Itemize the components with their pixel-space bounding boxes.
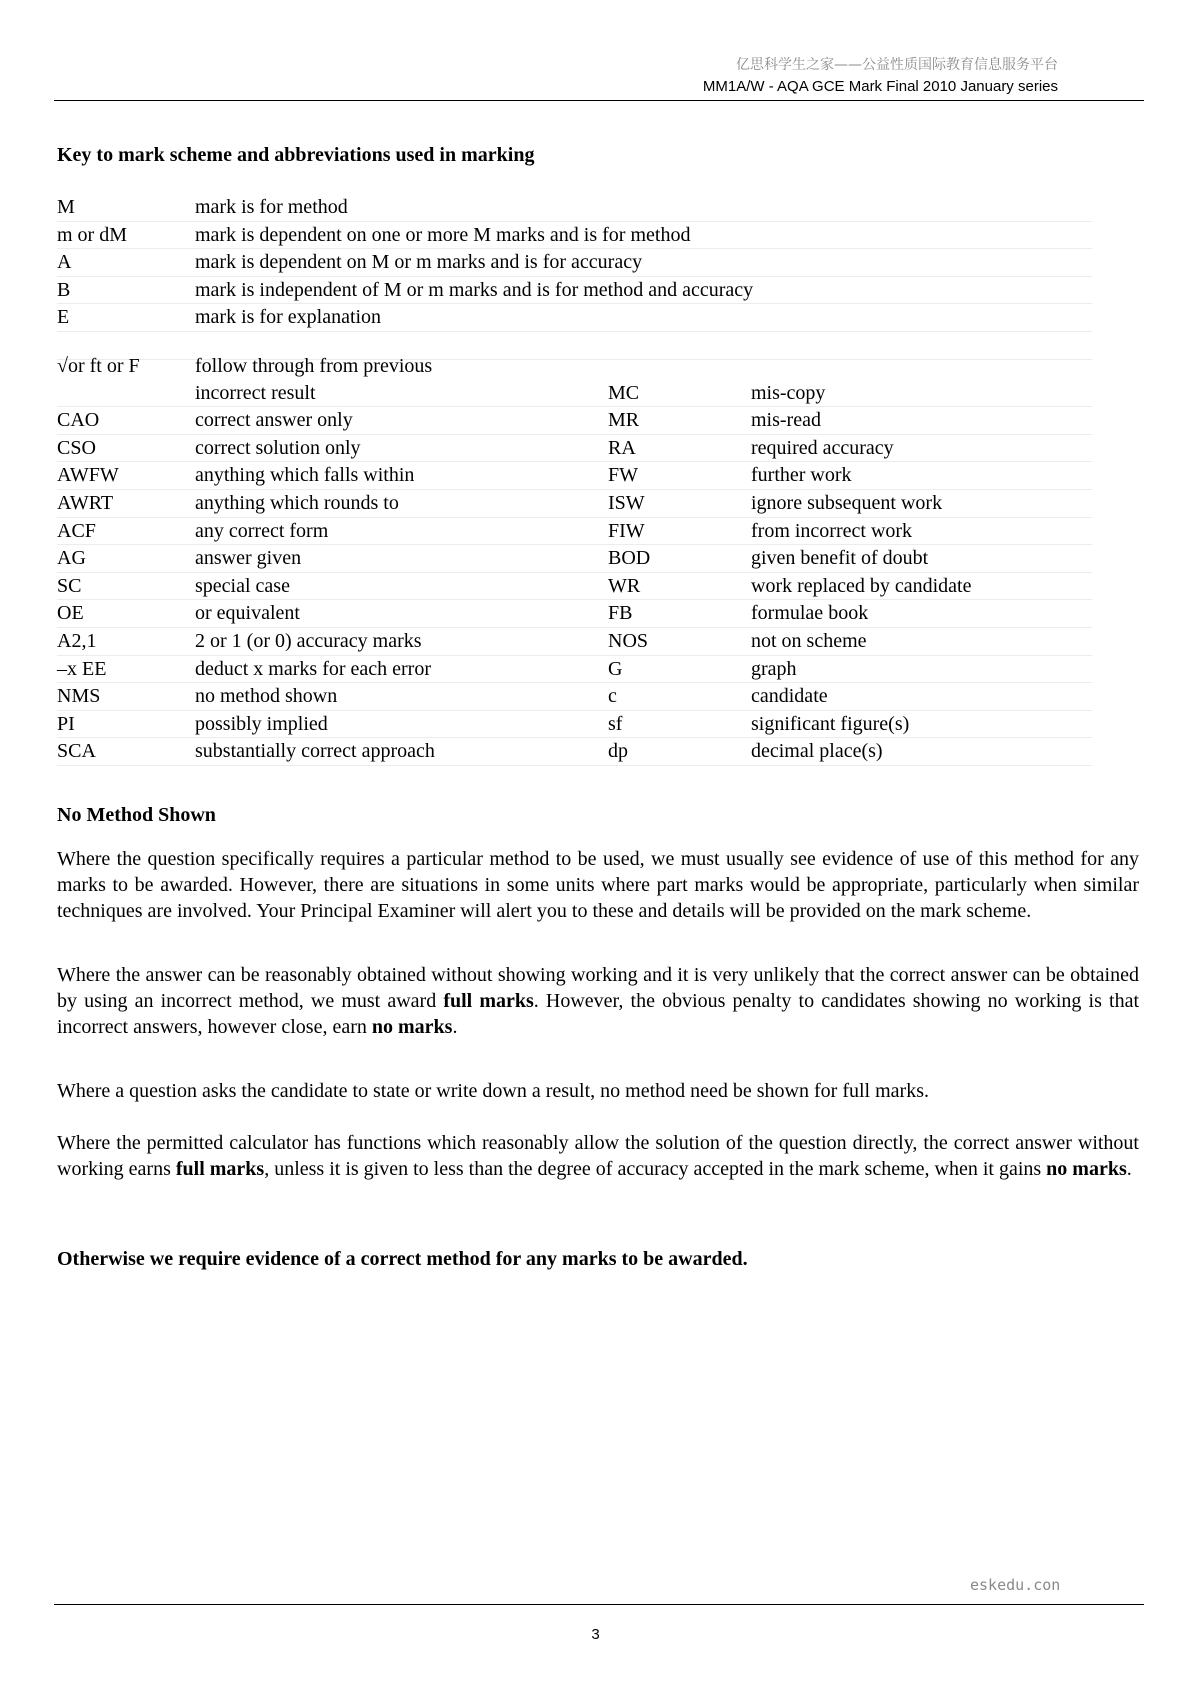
header-document-title: MM1A/W - AQA GCE Mark Final 2010 January series <box>702 78 1058 95</box>
abbreviation-meaning: formulae book <box>751 602 869 625</box>
mark-abbreviation: m or dM <box>57 223 127 246</box>
emphasis-no-marks: no marks <box>371 1016 453 1038</box>
abbreviation-meaning: work replaced by candidate <box>751 574 972 597</box>
paragraph-evidence-required: Otherwise we require evidence of a correct method for any marks to be awarded. <box>57 1248 748 1270</box>
abbreviation-meaning: not on scheme <box>751 629 867 652</box>
abbreviation: ACF <box>57 519 96 542</box>
paragraph-method-required: Where the question specifically requires a particular method to be used, we must usually see evidence of use of this method for any marks to be awarded. However, there are situations in some units where part marks would be appropriate, particularly when similar techniques are involved. Your Principal Examiner will alert you to these and details will be provided on the mark scheme. <box>57 848 1139 922</box>
abbreviation-meaning: any correct form <box>195 519 329 542</box>
abbreviation: MC <box>608 381 640 404</box>
abbreviation-meaning: follow through from previous <box>195 355 433 377</box>
paragraph-full-marks <box>57 962 1139 1040</box>
paragraph-text: . <box>1126 1158 1132 1180</box>
mark-abbreviation: M <box>57 196 75 218</box>
mark-meaning: mark is for method <box>195 196 348 218</box>
abbreviation: G <box>608 657 623 680</box>
abbreviation: c <box>608 685 617 708</box>
abbreviation: dp <box>608 740 628 763</box>
abbreviation: OE <box>57 602 84 625</box>
mark-meaning: mark is dependent on one or more M marks and is for method <box>195 223 691 246</box>
abbreviations-row <box>57 738 1092 766</box>
mark-abbreviation: B <box>57 278 71 301</box>
abbreviations-row <box>57 545 1092 573</box>
abbreviation: BOD <box>608 547 651 570</box>
abbreviation-meaning: ignore subsequent work <box>751 491 943 514</box>
abbreviations-row <box>57 490 1092 518</box>
abbreviations-row <box>57 628 1092 656</box>
key-heading: Key to mark scheme and abbreviations used in marking <box>57 144 535 166</box>
abbreviation-meaning: answer given <box>195 547 302 570</box>
footer-brand: eskedu.con <box>970 1576 1061 1594</box>
abbreviations-row <box>57 353 1092 380</box>
abbreviation-meaning: anything which falls within <box>195 464 415 487</box>
abbreviation: AWRT <box>57 491 114 514</box>
abbreviation-meaning: incorrect result <box>195 381 316 404</box>
abbreviation-meaning: possibly implied <box>195 712 328 735</box>
abbreviation: CSO <box>57 436 96 459</box>
marks-table-row <box>57 249 1092 277</box>
abbreviation-meaning: substantially correct approach <box>195 740 435 763</box>
abbreviations-row <box>57 435 1092 463</box>
paragraph-text: , unless it is given to less than the degree of accuracy accepted in the mark scheme, when it gains <box>264 1158 1047 1180</box>
abbreviation: WR <box>608 574 641 597</box>
abbreviation: AWFW <box>57 464 119 487</box>
abbreviations-row <box>57 518 1092 546</box>
emphasis-full-marks: full marks <box>175 1158 265 1180</box>
mark-meaning: mark is dependent on M or m marks and is for accuracy <box>195 251 643 274</box>
abbreviation-meaning: special case <box>195 574 290 597</box>
abbreviation: A2,1 <box>57 629 97 652</box>
paragraph-text: Where the answer can be reasonably obtained without showing working and it is very unlikely that the correct answer can be obtained by using an incorrect method, we must award <box>57 964 1139 1012</box>
abbreviation: ISW <box>608 491 645 514</box>
no-method-shown-heading: No Method Shown <box>57 804 216 826</box>
abbreviation: SC <box>57 574 82 597</box>
abbreviations-row <box>57 380 1092 408</box>
abbreviation-meaning: mis-copy <box>751 381 826 404</box>
abbreviation: MR <box>608 409 640 432</box>
abbreviation: NMS <box>57 685 101 708</box>
paragraph-text: . <box>452 1016 458 1038</box>
marks-table-row <box>57 194 1092 222</box>
emphasis-no-marks: no marks <box>1046 1158 1127 1180</box>
abbreviation: –x EE <box>57 657 107 680</box>
abbreviations-row <box>57 600 1092 628</box>
abbreviation-meaning: anything which rounds to <box>195 491 399 514</box>
abbreviation: FB <box>608 602 633 625</box>
header-chinese-title: 亿思科学生之家——公益性质国际教育信息服务平台 <box>736 57 1058 73</box>
mark-meaning: mark is for explanation <box>195 306 382 329</box>
abbreviation-meaning: mis-read <box>751 409 821 432</box>
abbreviation-meaning: no method shown <box>195 685 338 708</box>
abbreviation-meaning: candidate <box>751 685 828 708</box>
paragraph-calculator <box>57 1130 1139 1182</box>
abbreviations-table <box>57 353 1092 766</box>
abbreviation-meaning: decimal place(s) <box>751 740 883 763</box>
abbreviation: FIW <box>608 519 645 542</box>
abbreviation-meaning: given benefit of doubt <box>751 547 929 570</box>
abbreviation-meaning: or equivalent <box>195 602 300 625</box>
abbreviation-meaning: 2 or 1 (or 0) accuracy marks <box>195 629 422 652</box>
abbreviation: √or ft or F <box>57 355 140 377</box>
abbreviation-meaning: graph <box>751 657 797 680</box>
abbreviation-meaning: correct answer only <box>195 409 353 432</box>
abbreviation-meaning: deduct x marks for each error <box>195 657 431 680</box>
abbreviation: CAO <box>57 409 100 432</box>
abbreviations-row <box>57 711 1092 739</box>
abbreviation: AG <box>57 547 86 570</box>
paragraph-state-result: Where a question asks the candidate to state or write down a result, no method need be shown for full marks. <box>57 1080 929 1102</box>
abbreviation-meaning: significant figure(s) <box>751 712 910 735</box>
abbreviation-meaning: further work <box>751 464 852 487</box>
abbreviation-meaning: from incorrect work <box>751 519 913 542</box>
abbreviation: sf <box>608 712 623 735</box>
marks-table-row <box>57 304 1092 332</box>
marks-table-row <box>57 277 1092 305</box>
page-number: 3 <box>591 1626 600 1643</box>
mark-abbreviation: E <box>57 306 70 329</box>
abbreviations-row <box>57 573 1092 601</box>
paragraph-text: . However, the obvious penalty to candidates showing no working is that incorrect answers, however close, earn <box>57 990 1140 1038</box>
abbreviations-row <box>57 683 1092 711</box>
paragraph-text: Where the permitted calculator has functions which reasonably allow the solution of the question directly, the correct answer without working earns <box>57 1132 1139 1180</box>
emphasis-full-marks: full marks <box>443 990 534 1012</box>
marks-table <box>57 194 1092 360</box>
abbreviation: FW <box>608 464 638 487</box>
abbreviation: RA <box>608 436 636 459</box>
abbreviations-row <box>57 462 1092 490</box>
abbreviation: NOS <box>608 629 649 652</box>
abbreviation: PI <box>57 712 75 735</box>
abbreviations-row <box>57 407 1092 435</box>
mark-meaning: mark is independent of M or m marks and is for method and accuracy <box>195 278 754 301</box>
abbreviation-meaning: correct solution only <box>195 436 361 459</box>
header-divider <box>54 100 1144 101</box>
abbreviations-row <box>57 656 1092 684</box>
abbreviation: SCA <box>57 740 96 763</box>
abbreviation-meaning: required accuracy <box>751 436 894 459</box>
marks-table-row <box>57 222 1092 250</box>
mark-abbreviation: A <box>57 251 72 274</box>
footer-divider <box>54 1604 1144 1605</box>
